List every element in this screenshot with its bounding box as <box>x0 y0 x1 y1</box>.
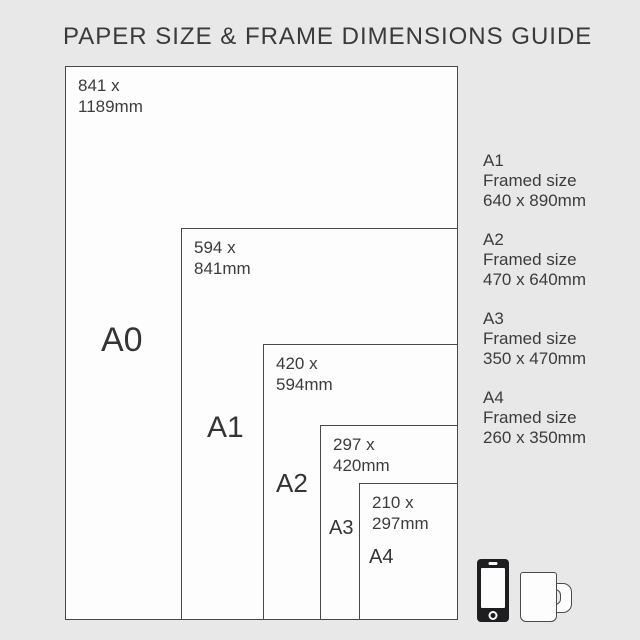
dimension-line: 841 x <box>78 76 120 95</box>
legend-item-a2 <box>483 230 633 290</box>
legend-size-name: A3 <box>483 309 504 328</box>
dimension-line: 297 x <box>333 435 375 454</box>
mug-handle <box>555 583 572 613</box>
framed-size-legend <box>483 151 633 467</box>
dimension-line: 1189mm <box>78 97 143 116</box>
paper-dimensions-a3 <box>333 434 390 476</box>
legend-item-a4 <box>483 388 633 448</box>
dimension-line: 420 x <box>276 354 318 373</box>
legend-framed-dimensions: 470 x 640mm <box>483 270 586 289</box>
paper-dimensions-a4 <box>372 492 429 534</box>
paper-label-a4: A4 <box>369 546 394 568</box>
dimension-line: 420mm <box>333 456 390 475</box>
mug-icon <box>520 572 557 622</box>
paper-dimensions-a2 <box>276 353 333 395</box>
legend-size-name: A4 <box>483 388 504 407</box>
paper-label-a0: A0 <box>101 321 143 359</box>
legend-framed-dimensions: 260 x 350mm <box>483 428 586 447</box>
paper-dimensions-a1 <box>194 237 251 279</box>
dimension-line: 297mm <box>372 514 429 533</box>
smartphone-icon <box>477 559 509 622</box>
phone-home-button <box>489 611 498 620</box>
dimension-line: 841mm <box>194 259 251 278</box>
legend-size-name: A1 <box>483 151 504 170</box>
page-title: PAPER SIZE & FRAME DIMENSIONS GUIDE <box>63 23 593 50</box>
dimension-line: 210 x <box>372 493 414 512</box>
dimension-line: 594mm <box>276 375 333 394</box>
legend-framed-dimensions: 350 x 470mm <box>483 349 586 368</box>
phone-screen <box>481 568 505 608</box>
legend-framed-dimensions: 640 x 890mm <box>483 191 586 210</box>
legend-size-name: A2 <box>483 230 504 249</box>
paper-rect-a4 <box>359 483 458 620</box>
legend-framed-label: Framed size <box>483 171 577 190</box>
phone-speaker-slot <box>489 562 498 565</box>
paper-label-a1: A1 <box>207 411 244 444</box>
paper-dimensions-a0 <box>78 75 143 117</box>
legend-item-a3 <box>483 309 633 369</box>
dimension-line: 594 x <box>194 238 236 257</box>
legend-framed-label: Framed size <box>483 408 577 427</box>
legend-framed-label: Framed size <box>483 250 577 269</box>
legend-framed-label: Framed size <box>483 329 577 348</box>
paper-label-a2: A2 <box>276 468 308 498</box>
paper-label-a3: A3 <box>329 517 354 539</box>
legend-item-a1 <box>483 151 633 211</box>
